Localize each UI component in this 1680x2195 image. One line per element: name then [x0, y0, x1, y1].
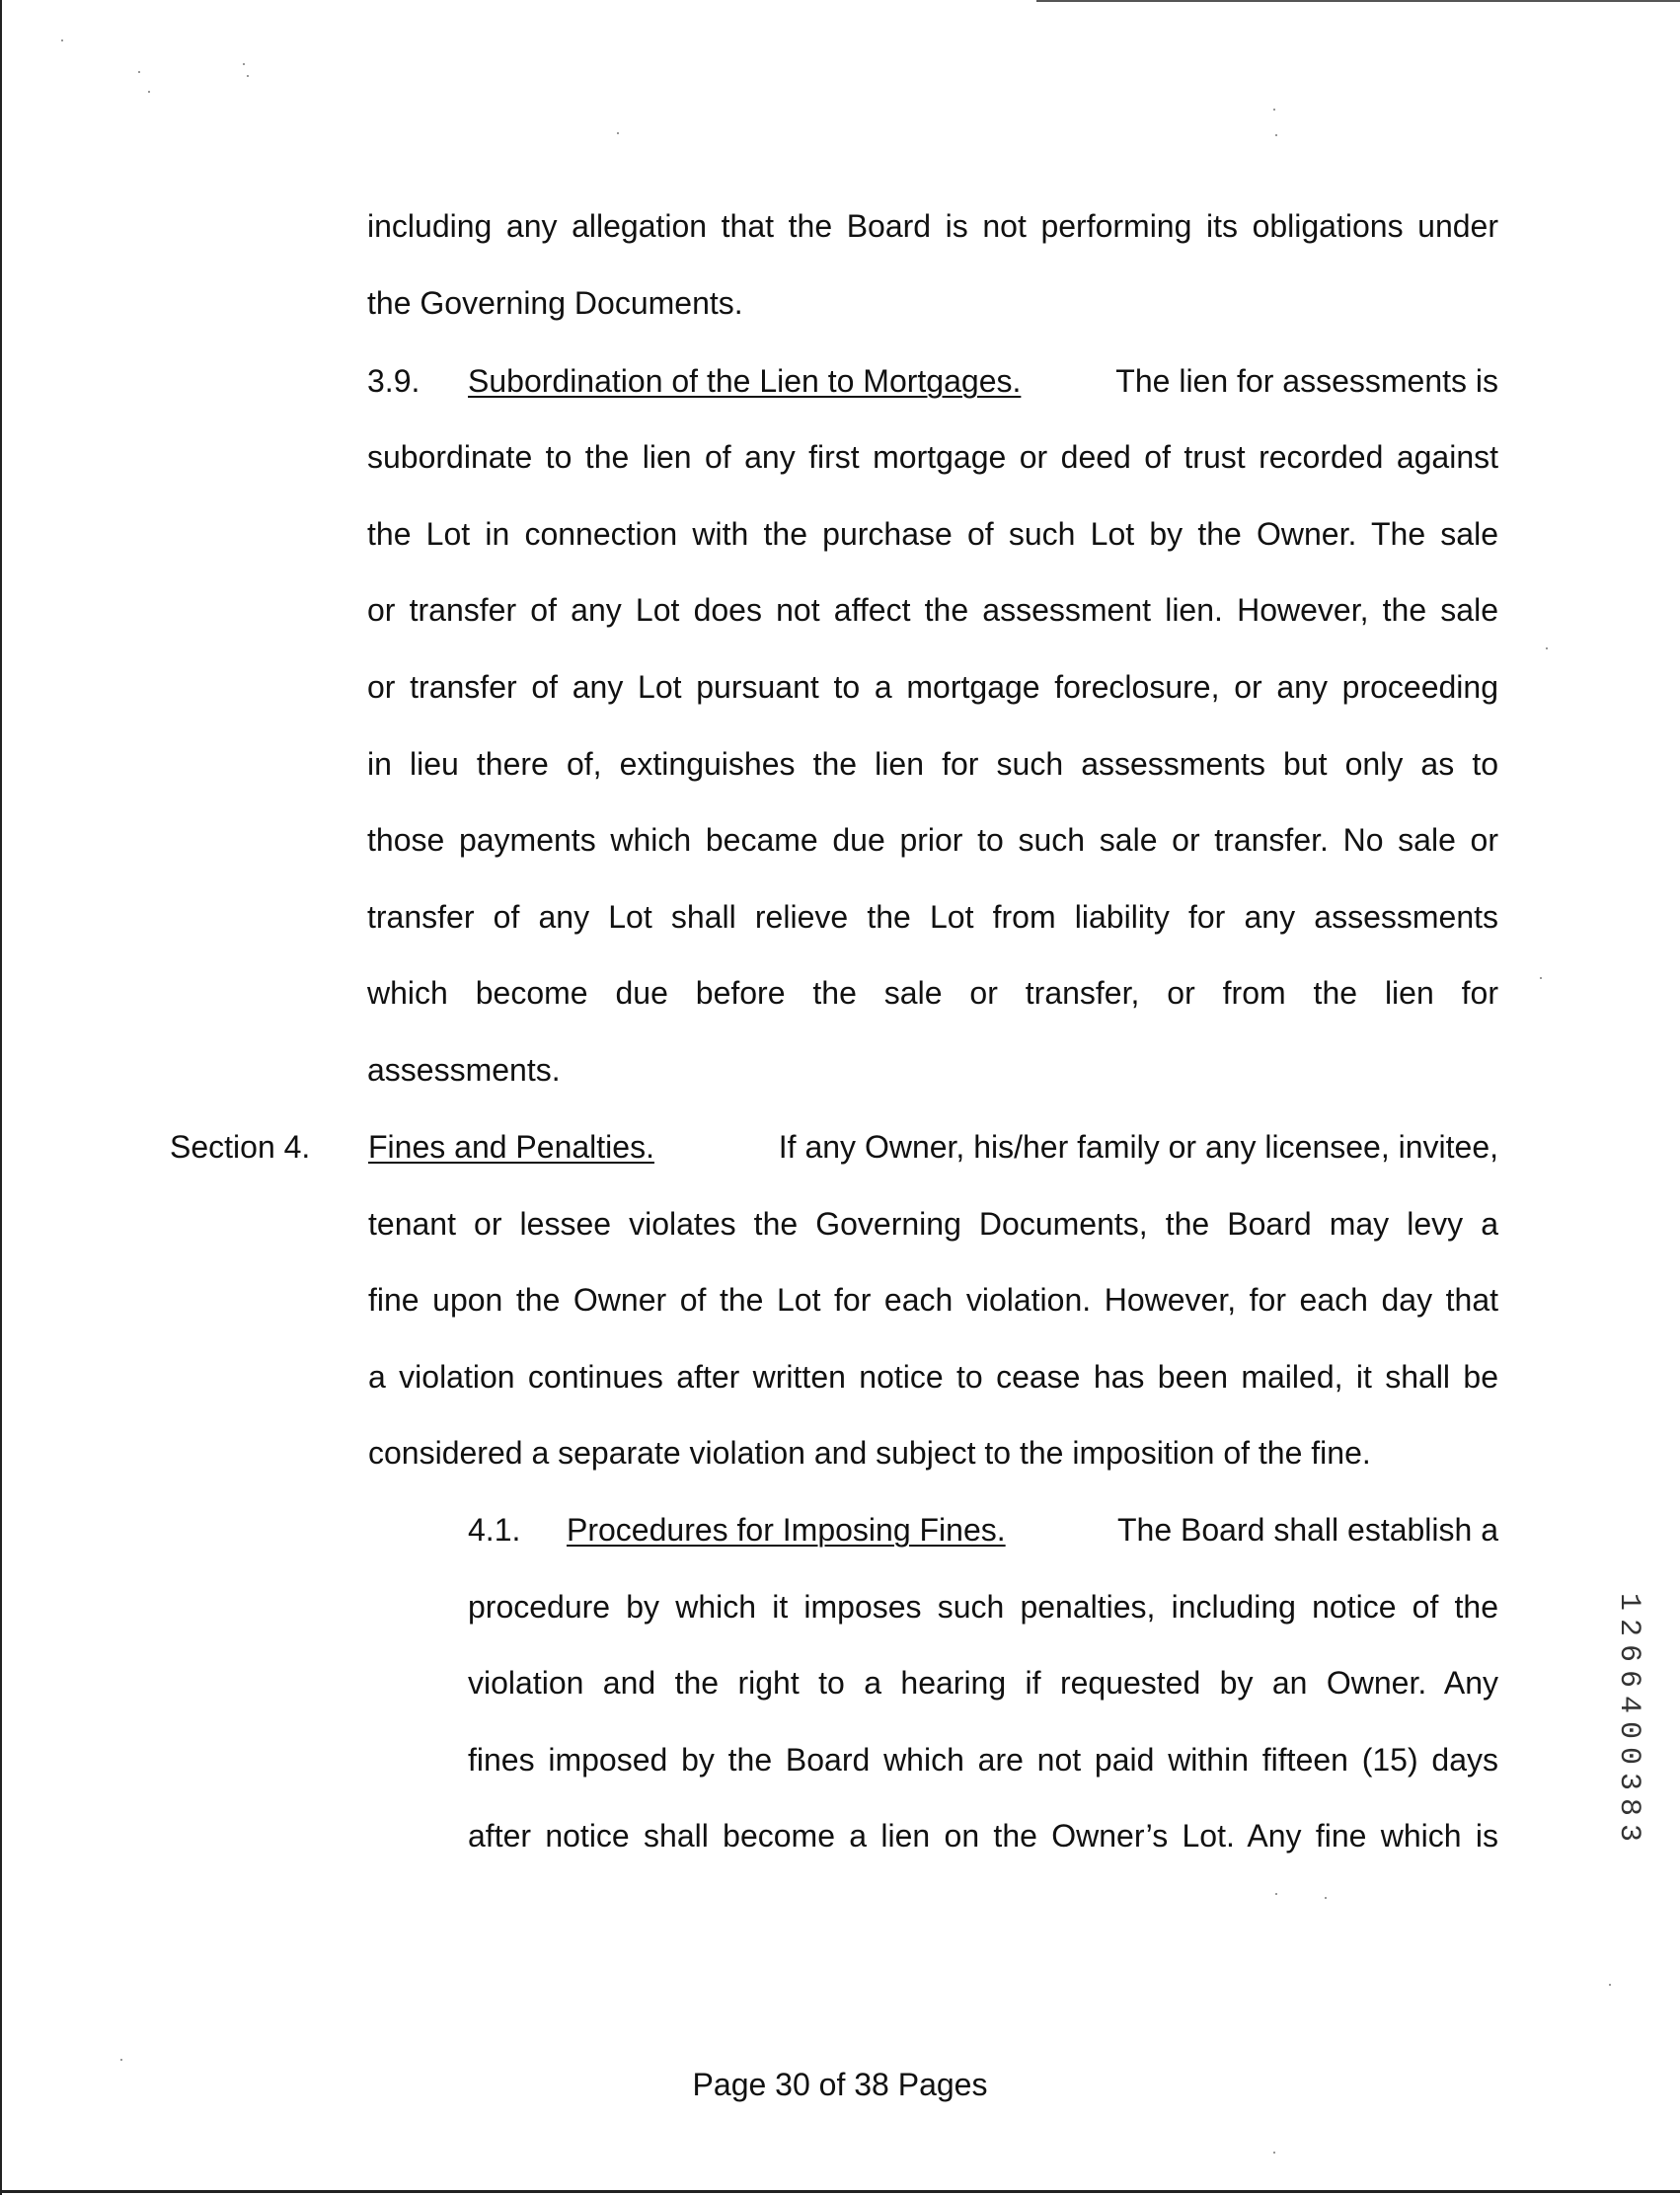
body-line: The Board shall establish a — [1117, 1512, 1498, 1548]
recording-number-digit: 3 — [1612, 1823, 1645, 1842]
scan-speck — [1546, 647, 1548, 649]
section-heading: Subordination of the Lien to Mortgages. — [468, 363, 1022, 399]
recording-number-digit: 6 — [1612, 1669, 1645, 1688]
scan-speck — [617, 132, 619, 134]
body-line: procedure by which it imposes such penalties, including notice of the — [468, 1589, 1498, 1625]
body-line: If any Owner, his/her family or any licensee, invitee, — [778, 1129, 1498, 1165]
scan-edge-left — [0, 0, 2, 2195]
scan-speck — [61, 39, 63, 41]
body-line: the Lot in connection with the purchase of such Lot by the Owner. The sale — [367, 516, 1498, 552]
recording-number-digit: 2 — [1612, 1618, 1645, 1636]
body-line: the Governing Documents. — [367, 285, 743, 321]
scan-speck — [138, 71, 140, 73]
body-line: transfer of any Lot shall relieve the Lot from liability for any assessments — [367, 899, 1498, 935]
body-line: in lieu there of, extinguishes the lien for such assessments but only as to — [367, 746, 1498, 782]
page-footer: Page 30 of 38 Pages — [692, 2067, 988, 2102]
recording-number-digit: 0 — [1612, 1746, 1645, 1765]
body-line: fine upon the Owner of the Lot for each violation. However, for each day that — [368, 1282, 1498, 1318]
body-line: The lien for assessments is — [1115, 363, 1498, 399]
section-number: 3.9. — [367, 363, 420, 399]
body-line: considered a separate violation and subject to the imposition of the fine. — [368, 1435, 1371, 1471]
scan-speck — [1325, 1897, 1327, 1899]
body-line: those payments which became due prior to such sale or transfer. No sale or — [367, 822, 1498, 858]
scan-speck — [1609, 1984, 1611, 1986]
scan-edge-bottom — [0, 2190, 1680, 2193]
body-line: after notice shall become a lien on the Owner’s Lot. Any fine which is — [468, 1818, 1498, 1854]
scan-speck — [1273, 2152, 1275, 2154]
scan-speck — [148, 91, 150, 93]
scan-speck — [120, 2059, 122, 2061]
scan-speck — [1275, 134, 1277, 136]
recording-number-digit: 4 — [1612, 1695, 1645, 1713]
scan-speck — [1540, 977, 1542, 979]
section-heading: Procedures for Imposing Fines. — [567, 1512, 1006, 1548]
body-line: including any allegation that the Board is not performing its obligations under — [367, 208, 1498, 244]
body-line: which become due before the sale or transfer, or from the lien for — [367, 975, 1498, 1011]
scan-speck — [1275, 1893, 1277, 1895]
body-line: violation and the right to a hearing if requested by an Owner. Any — [468, 1665, 1498, 1701]
body-line: fines imposed by the Board which are not paid within fifteen (15) days — [468, 1742, 1498, 1778]
body-line: or transfer of any Lot pursuant to a mortgage foreclosure, or any proceeding — [367, 669, 1498, 705]
scan-speck — [1273, 109, 1275, 111]
body-line: or transfer of any Lot does not affect the assessment lien. However, the sale — [367, 592, 1498, 628]
scan-speck — [243, 63, 245, 65]
section-heading: Fines and Penalties. — [368, 1129, 654, 1165]
scan-speck — [247, 75, 249, 77]
body-line: assessments. — [367, 1052, 561, 1088]
body-line: tenant or lessee violates the Governing Documents, the Board may levy a — [368, 1206, 1498, 1242]
recording-number-digit: 0 — [1612, 1720, 1645, 1739]
recording-number-digit: 3 — [1612, 1772, 1645, 1790]
body-line: subordinate to the lien of any first mortgage or deed of trust recorded against — [367, 439, 1498, 475]
body-line: a violation continues after written notice to cease has been mailed, it shall be — [368, 1359, 1498, 1395]
recording-number-stamp — [1612, 1589, 1645, 1846]
recording-number-digit: 8 — [1612, 1797, 1645, 1816]
recording-number-digit: 6 — [1612, 1643, 1645, 1662]
section-number: 4.1. — [468, 1512, 521, 1548]
scan-edge-top — [1036, 0, 1680, 2]
recording-number-digit: 1 — [1612, 1592, 1645, 1611]
section-label: Section 4. — [170, 1129, 311, 1165]
